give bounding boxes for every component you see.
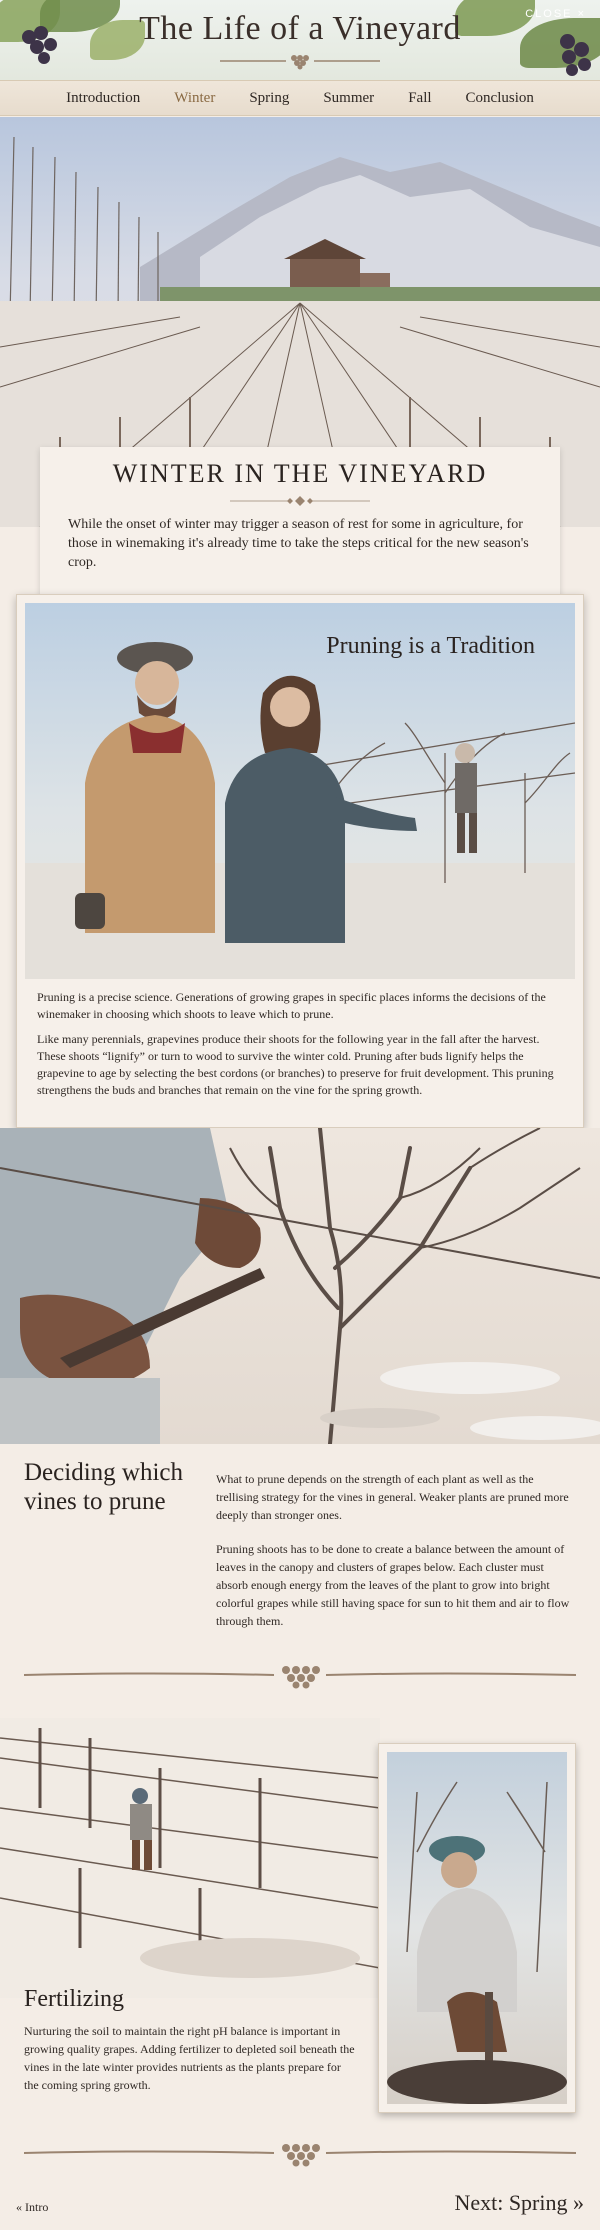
nav-item-introduction[interactable]: Introduction — [66, 89, 141, 106]
grape-decoration — [562, 50, 576, 64]
next-section-link[interactable]: Next: Spring » — [454, 2190, 584, 2215]
site-title: The Life of a Vineyard — [139, 10, 461, 47]
prev-section-link[interactable]: « Intro — [16, 2200, 49, 2214]
fertilizing-portrait-illustration — [387, 1752, 567, 2104]
deciding-paragraph: Pruning shoots has to be done to create a balance between the amount of leaves in the canopy and clusters of grapes below. Each cluster must absorb enough energy from the leaves of the plant to grow into bright colorful grapes while still having space for sun to hit them and air to flow through them. — [216, 1542, 570, 1628]
nav-item-spring[interactable]: Spring — [249, 89, 290, 106]
fertilizing-title: Fertilizing — [24, 1986, 124, 2012]
intro-text: While the onset of winter may trigger a season of rest for some in agriculture, for those in winemaking it's already time to take the steps critical for the new season's crop. — [68, 517, 529, 570]
deciding-text — [216, 1470, 578, 1646]
grape-cluster-icon — [24, 2138, 576, 2168]
deciding-title: Deciding which vines to prune — [24, 1459, 183, 1515]
pruning-illustration — [25, 603, 575, 979]
site-header — [0, 0, 600, 80]
nav-item-conclusion[interactable]: Conclusion — [465, 89, 534, 106]
grape-decoration — [566, 64, 578, 76]
fertilizing-illustration — [0, 1718, 380, 1998]
pruning-heading: Pruning is a Tradition — [326, 633, 535, 659]
section-title: WINTER IN THE VINEYARD — [112, 459, 488, 488]
pruning-text — [37, 989, 567, 1107]
grape-decoration — [578, 58, 591, 71]
deciding-paragraph: What to prune depends on the strength of each plant as well as the trellising strategy for the vines in general. Weaker plants are pruned more deeply than stronger ones. — [216, 1472, 569, 1522]
grape-decoration — [38, 52, 50, 64]
pruning-paragraph: Like many perennials, grapevines produce their shoots for the following year in the fall after the harvest. These shoots “lignify” or turn to wood to survive the winter cold. Pruning after buds lignify helps the grapevine to age by selecting the best cordons (or branches) to preserve for fruit development. This pruning strengthens the buds and branches that remain on the vine for the spring growth. — [37, 1032, 554, 1097]
fertilizing-text: Nurturing the soil to maintain the right pH balance is important in growing quality grapes. Adding fertilizer to depleted soil beneath the vines in the late winter provides nutrients as the plants prepare for the coming spring growth. — [24, 2024, 355, 2092]
nav-item-fall[interactable]: Fall — [408, 89, 432, 106]
close-button[interactable]: CLOSE × — [525, 8, 586, 20]
fertilizing-portrait-frame — [378, 1743, 576, 2113]
diamond-ornament-icon — [230, 495, 370, 507]
nav-item-summer[interactable]: Summer — [323, 89, 375, 106]
pruning-panel — [16, 594, 584, 1128]
vine-ornament-icon — [210, 52, 390, 70]
grape-cluster-icon — [24, 1660, 576, 1690]
section-nav — [0, 80, 600, 116]
pruning-closeup-illustration — [0, 1128, 600, 1444]
nav-item-winter[interactable]: Winter — [174, 89, 216, 106]
pruning-paragraph: Pruning is a precise science. Generations of growing grapes in specific places informs the decisions of the winemaker in choosing which shoots to leave which to prune. — [37, 990, 546, 1021]
intro-card — [40, 447, 560, 597]
